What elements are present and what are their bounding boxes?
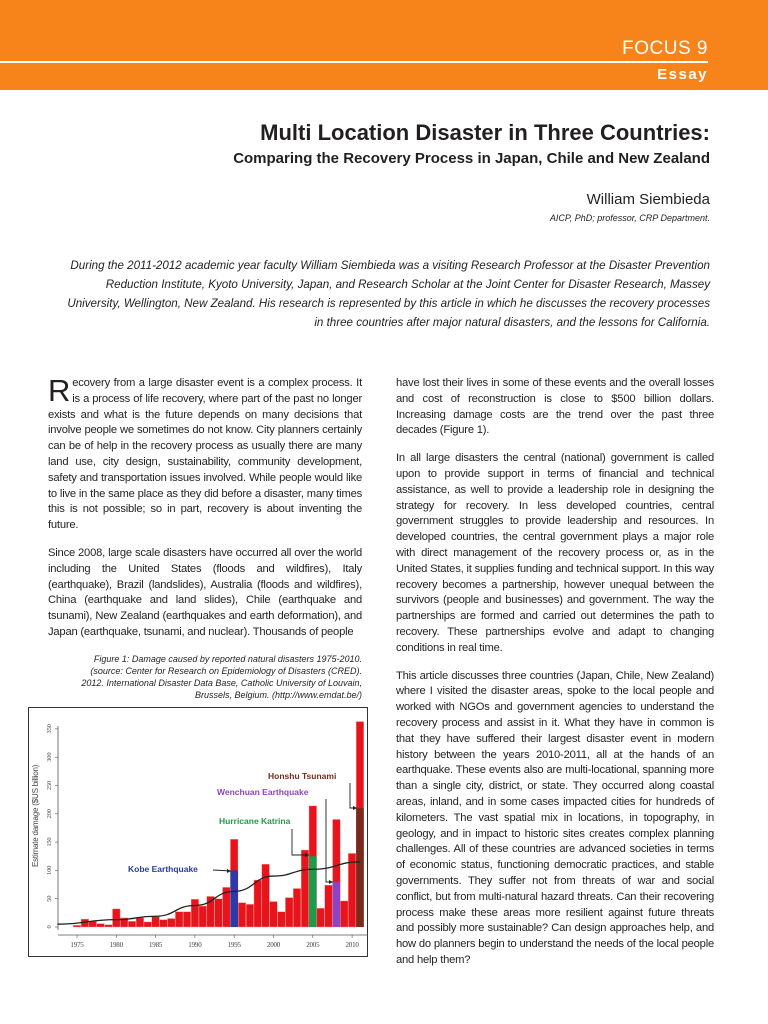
bar-1990 <box>191 899 199 927</box>
body-paragraph: In all large disasters the central (national) government is called upon to provide support in terms of financial and technical assistance, as well to provide a leadership role in designing the strategy for recovery. In less developed countries, central government struggles to provide leadership and resources. In developed countries, the central government plays a major role with direct management of the recovery process or, as in the United States, it supplies funding and technical support. In this way recovery becomes a partnership, however unequal between the survivors (people and businesses) and government. The way the partnerships are formed and carried out determines the path to recovery. These partnerships evolve and adapt to changing conditions in real time. <box>396 452 714 654</box>
y-tick-label: 350 <box>46 724 53 734</box>
highlight-bar-2011 <box>356 808 364 927</box>
x-tick-label: 2000 <box>266 940 281 949</box>
y-tick-label: 50 <box>46 895 53 902</box>
highlight-bar-2005 <box>309 856 317 927</box>
x-tick-label: 1995 <box>227 940 241 949</box>
x-tick-label: 2010 <box>345 940 359 949</box>
bar-1979 <box>105 924 113 926</box>
annotation-hurricane-katrina: Hurricane Katrina <box>219 815 291 826</box>
bar-1986 <box>160 919 168 926</box>
bar-1984 <box>144 922 152 927</box>
header-band <box>0 0 768 90</box>
x-tick-label: 1975 <box>70 940 84 949</box>
y-tick-label: 200 <box>46 808 53 819</box>
annotation-honshu-tsunami: Honshu Tsunami <box>268 770 337 781</box>
bar-1989 <box>183 911 191 926</box>
bar-1993 <box>215 898 223 926</box>
x-tick-label: 1980 <box>109 940 123 949</box>
y-tick-label: 0 <box>46 925 53 929</box>
left-column <box>31 373 362 957</box>
body-paragraph: Since 2008, large scale disasters have occurred all over the world including the United States (floods and wildfires), Italy (earthquake), Brazil (landslides), Australia (floods and wildfires), China (earthquake and land slides), Chile (earthquake and tsunami), New Zealand (earthquakes and earth deformation), and Japan (earthquake, tsunami, and nuclear). Thousands of people <box>48 546 362 638</box>
annotation-kobe-earthquake: Kobe Earthquake <box>128 863 198 874</box>
bar-1977 <box>89 921 97 927</box>
body-paragraph <box>48 373 362 534</box>
bar-2006 <box>317 908 325 927</box>
x-tick-label: 2005 <box>306 940 320 949</box>
bar-2003 <box>293 888 301 926</box>
y-tick-label: 150 <box>46 837 53 847</box>
bar-1985 <box>152 917 160 927</box>
bar-2010 <box>348 853 356 927</box>
x-tick-label: 1990 <box>188 940 202 949</box>
annotation-wenchuan-earthquake: Wenchuan Earthquake <box>217 786 309 797</box>
intro-paragraph: During the 2011-2012 academic year faculty William Siembieda was a visiting Research Professor at the Disaster Prevention Reduction Institute, Kyoto University, Japan, and Research Scholar at the Joint Center for Disaster Research, Massey University, Wellington, New Zealand. His research is represented by this article in which he discusses the recovery processes in three countries after major natural disasters, and the lessons for California. <box>67 259 710 329</box>
body-paragraph: This article discusses three countries (Japan, Chile, New Zealand) where I visited the disaster areas, spoke to the local people and worked with NGOs and government agencies to understand the recovery process and assist in it. What they have in common is that they have suffered their largest disaster event in modern history between the years 2010-2011, all at the hands of an earthquake. These events also are multi-locational, spanning more than a single city, district, or state. They occurred along coastal areas, inland, and in some cases impacted cities for hundreds of kilometers. The vast spatial mix in locations, in topography, in geology, and in impact to historic sites creates complex planning challenges. All of these countries are advanced societies in terms of economic status, functioning democratic practices, and stable governments. They suffer not from threats of war and social conflict, but from multi-natural hazard threats. Can their recovering process make these areas more resilient against future threats and possibly more sustainable? Can design approaches help, and how do planners begin to understand the needs of the local people and help them? <box>396 669 714 966</box>
bar-1996 <box>238 902 246 926</box>
bar-2002 <box>285 897 293 926</box>
y-tick-label: 300 <box>46 752 53 762</box>
y-tick-label: 250 <box>46 780 53 790</box>
category-label: Essay <box>657 66 708 83</box>
highlight-bar-1995 <box>230 870 238 927</box>
bar-1999 <box>262 864 270 927</box>
bar-1988 <box>175 911 183 926</box>
bar-1991 <box>199 906 207 927</box>
right-column <box>396 376 714 981</box>
article-title: Multi Location Disaster in Three Countries: <box>260 120 710 145</box>
bar-1982 <box>128 921 136 927</box>
drop-cap: R <box>48 373 71 408</box>
article-subtitle: Comparing the Recovery Process in Japan, Chile and New Zealand <box>233 150 710 167</box>
bar-1980 <box>113 909 121 927</box>
bar-1998 <box>254 880 262 927</box>
bar-1997 <box>246 904 254 927</box>
section-label: FOCUS 9 <box>622 38 708 59</box>
bar-2009 <box>340 901 348 927</box>
y-tick-label: 100 <box>46 865 53 875</box>
author-name: William Siembieda <box>586 191 710 208</box>
header-divider <box>0 61 708 63</box>
bar-2007 <box>325 885 333 927</box>
bar-2004 <box>301 850 309 927</box>
author-affiliation: AICP, PhD; professor, CRP Department. <box>549 213 710 223</box>
paragraph-text: ecovery from a large disaster event is a complex process. It is a process of life recovery, where part of the past no longer exists and what is the future depends on many decisions that involve people we sometimes do not know. City planners certainly can be of help in the recovery process as usually there are many land use, city design, sustainability, community development, safety and transportation issues involved. While people would like to live in the same place as they did before a disaster, many times this is not possible; so in part, recovery is about inventing the future. <box>48 377 362 532</box>
x-tick-label: 1985 <box>148 940 163 949</box>
figure-caption: Figure 1: Damage caused by reported natural disasters 1975-2010. (source: Center for Research on Epidemiology of Disasters (CRED). 2012. International Disaster Data Base, Catholic University of Louvain, Brussels, Belgium. (http://www.emdat.be/) <box>81 653 362 700</box>
bar-2000 <box>270 901 278 926</box>
body-paragraph: have lost their lives in some of these events and the overall losses and cost of reconstruction is close to $500 billion dollars. Increasing damage costs are the trend over the past three decades (Figure 1). <box>396 377 714 437</box>
highlight-bar-2008 <box>333 881 341 926</box>
bar-2001 <box>278 911 286 926</box>
bar-1975 <box>73 925 81 927</box>
bar-1983 <box>136 918 144 927</box>
bar-1978 <box>97 923 105 926</box>
damage-bar-chart <box>28 707 368 957</box>
y-axis-label: Estimate damage ($US billion) <box>31 764 40 867</box>
bar-1987 <box>168 918 176 926</box>
